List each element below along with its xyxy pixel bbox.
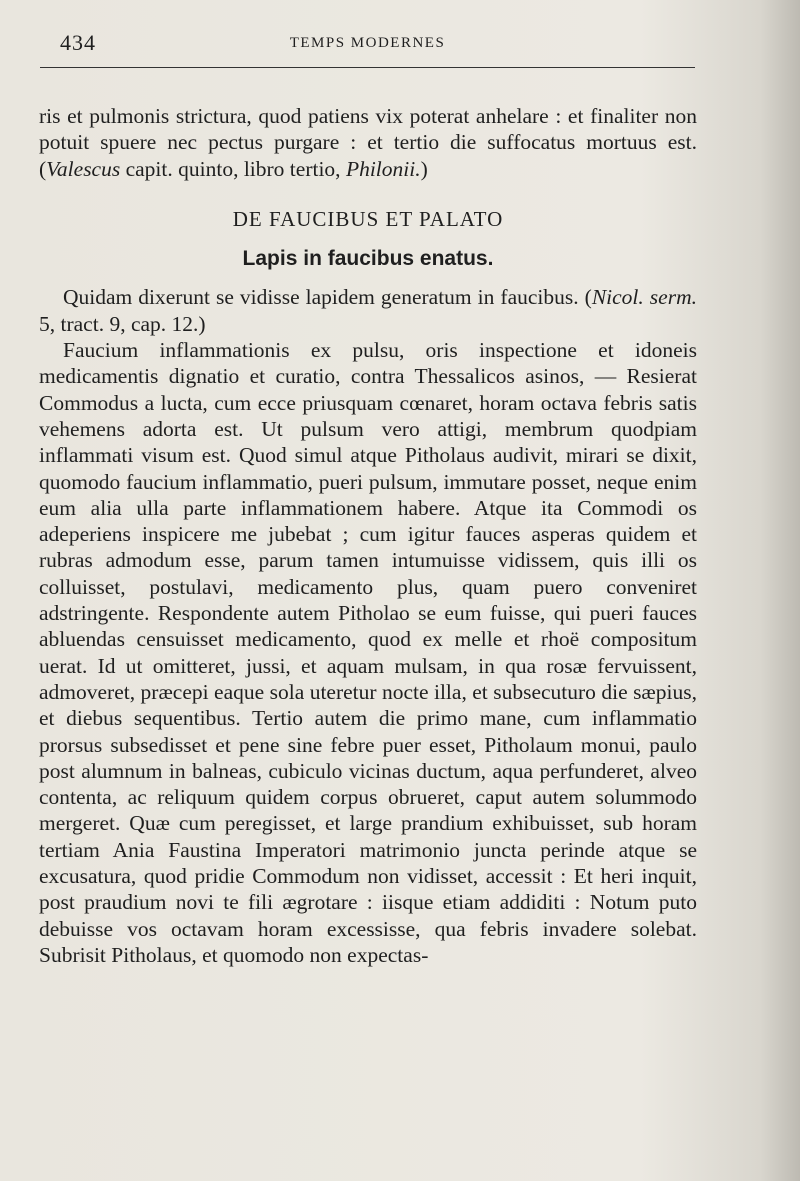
running-head: TEMPS MODERNES (289, 35, 446, 51)
paragraph: Faucium inflammationis ex pulsu, oris inspectione et idoneis medicamentis dignatio et curatio, contra Thessalicos asinos, — Resierat Commodus a lucta, cum ecce priusquam cœnaret, horam octava febris satis vehemens adorta est. Ut pulsum vero attigi, membrum quodpiam inflammati visum est. Quod simul atque Pitholaus audivit, mirari se dixit, quomodo faucium inflammatio, pueri pulsum, immutare posset, neque enim eum alia ulla parte inflammationem habere. Atque ita Commodi os adeperiens inspicere me jubebat ; cum igitur fauces asperas quidem et rubras admodum esse, parum tamen intumuisse vidissem, quis illi os colluisset, postulavi, medicamento plus, quam puero conveniret adstringente. Respondente autem Pitholao se eum fuisse, qui pueri fauces abluendas censuisset medicamento, quod ex melle et rhoë compositum uerat. Id ut omitteret, jussi, et aquam mulsam, in qua rosæ fervuissent, admoveret, præcepi eaque sola uteretur nocte illa, et subsecuturo die sæpius, et diebus sequentibus. Tertio autem die primo mane, cum inflammatio prorsus subsedisset et pene sine febre puer esset, Pitholaum monui, paulo post alumnum in balneas, cubiculo vicinas ductum, aqua perfunderet, alveo contenta, ac reliquum quidem corpus obrueret, caput autem solummodo mergeret. Quæ cum peregisset, et large prandium exhibuisset, sub horam tertiam Ania Faustina Imperatori matrimonio juncta perinde atque se excusatura, quod pridie Commodum non vidisset, accessit : Et heri inquit, post praudium novi te fili ægrotare : iisque etiam addiditi : Notum puto debuisse vos octavam horam excessisse, qua febris invadere solebat. Subrisit Pitholaus, et quomodo non expectas- (39, 338, 697, 967)
paragraph-continued: ris et pulmonis strictura, quod patiens vix poterat anhelare : et finaliter non potuit spuere nec pectus purgare : et tertio die suffocatus mortuus est. (Valescus capit. quinto, libro tertio, Philonii.) (39, 104, 697, 181)
citation-author: Valescus (46, 156, 121, 181)
page-header (40, 30, 695, 60)
body-text (39, 103, 697, 968)
citation-work: Philonii. (345, 156, 421, 181)
header-rule (40, 67, 695, 68)
section-title: DE FAUCIBUS ET PALATO (232, 206, 504, 231)
page-number: 434 (60, 30, 96, 55)
subheading: Lapis in faucibus enatus. (242, 247, 494, 271)
citation-source: Nicol. serm. (591, 285, 697, 310)
paragraph: Quidam dixerunt se vidisse lapidem generatum in faucibus. (Nicol. serm. 5, tract. 9, cap. 12.) (39, 285, 697, 336)
